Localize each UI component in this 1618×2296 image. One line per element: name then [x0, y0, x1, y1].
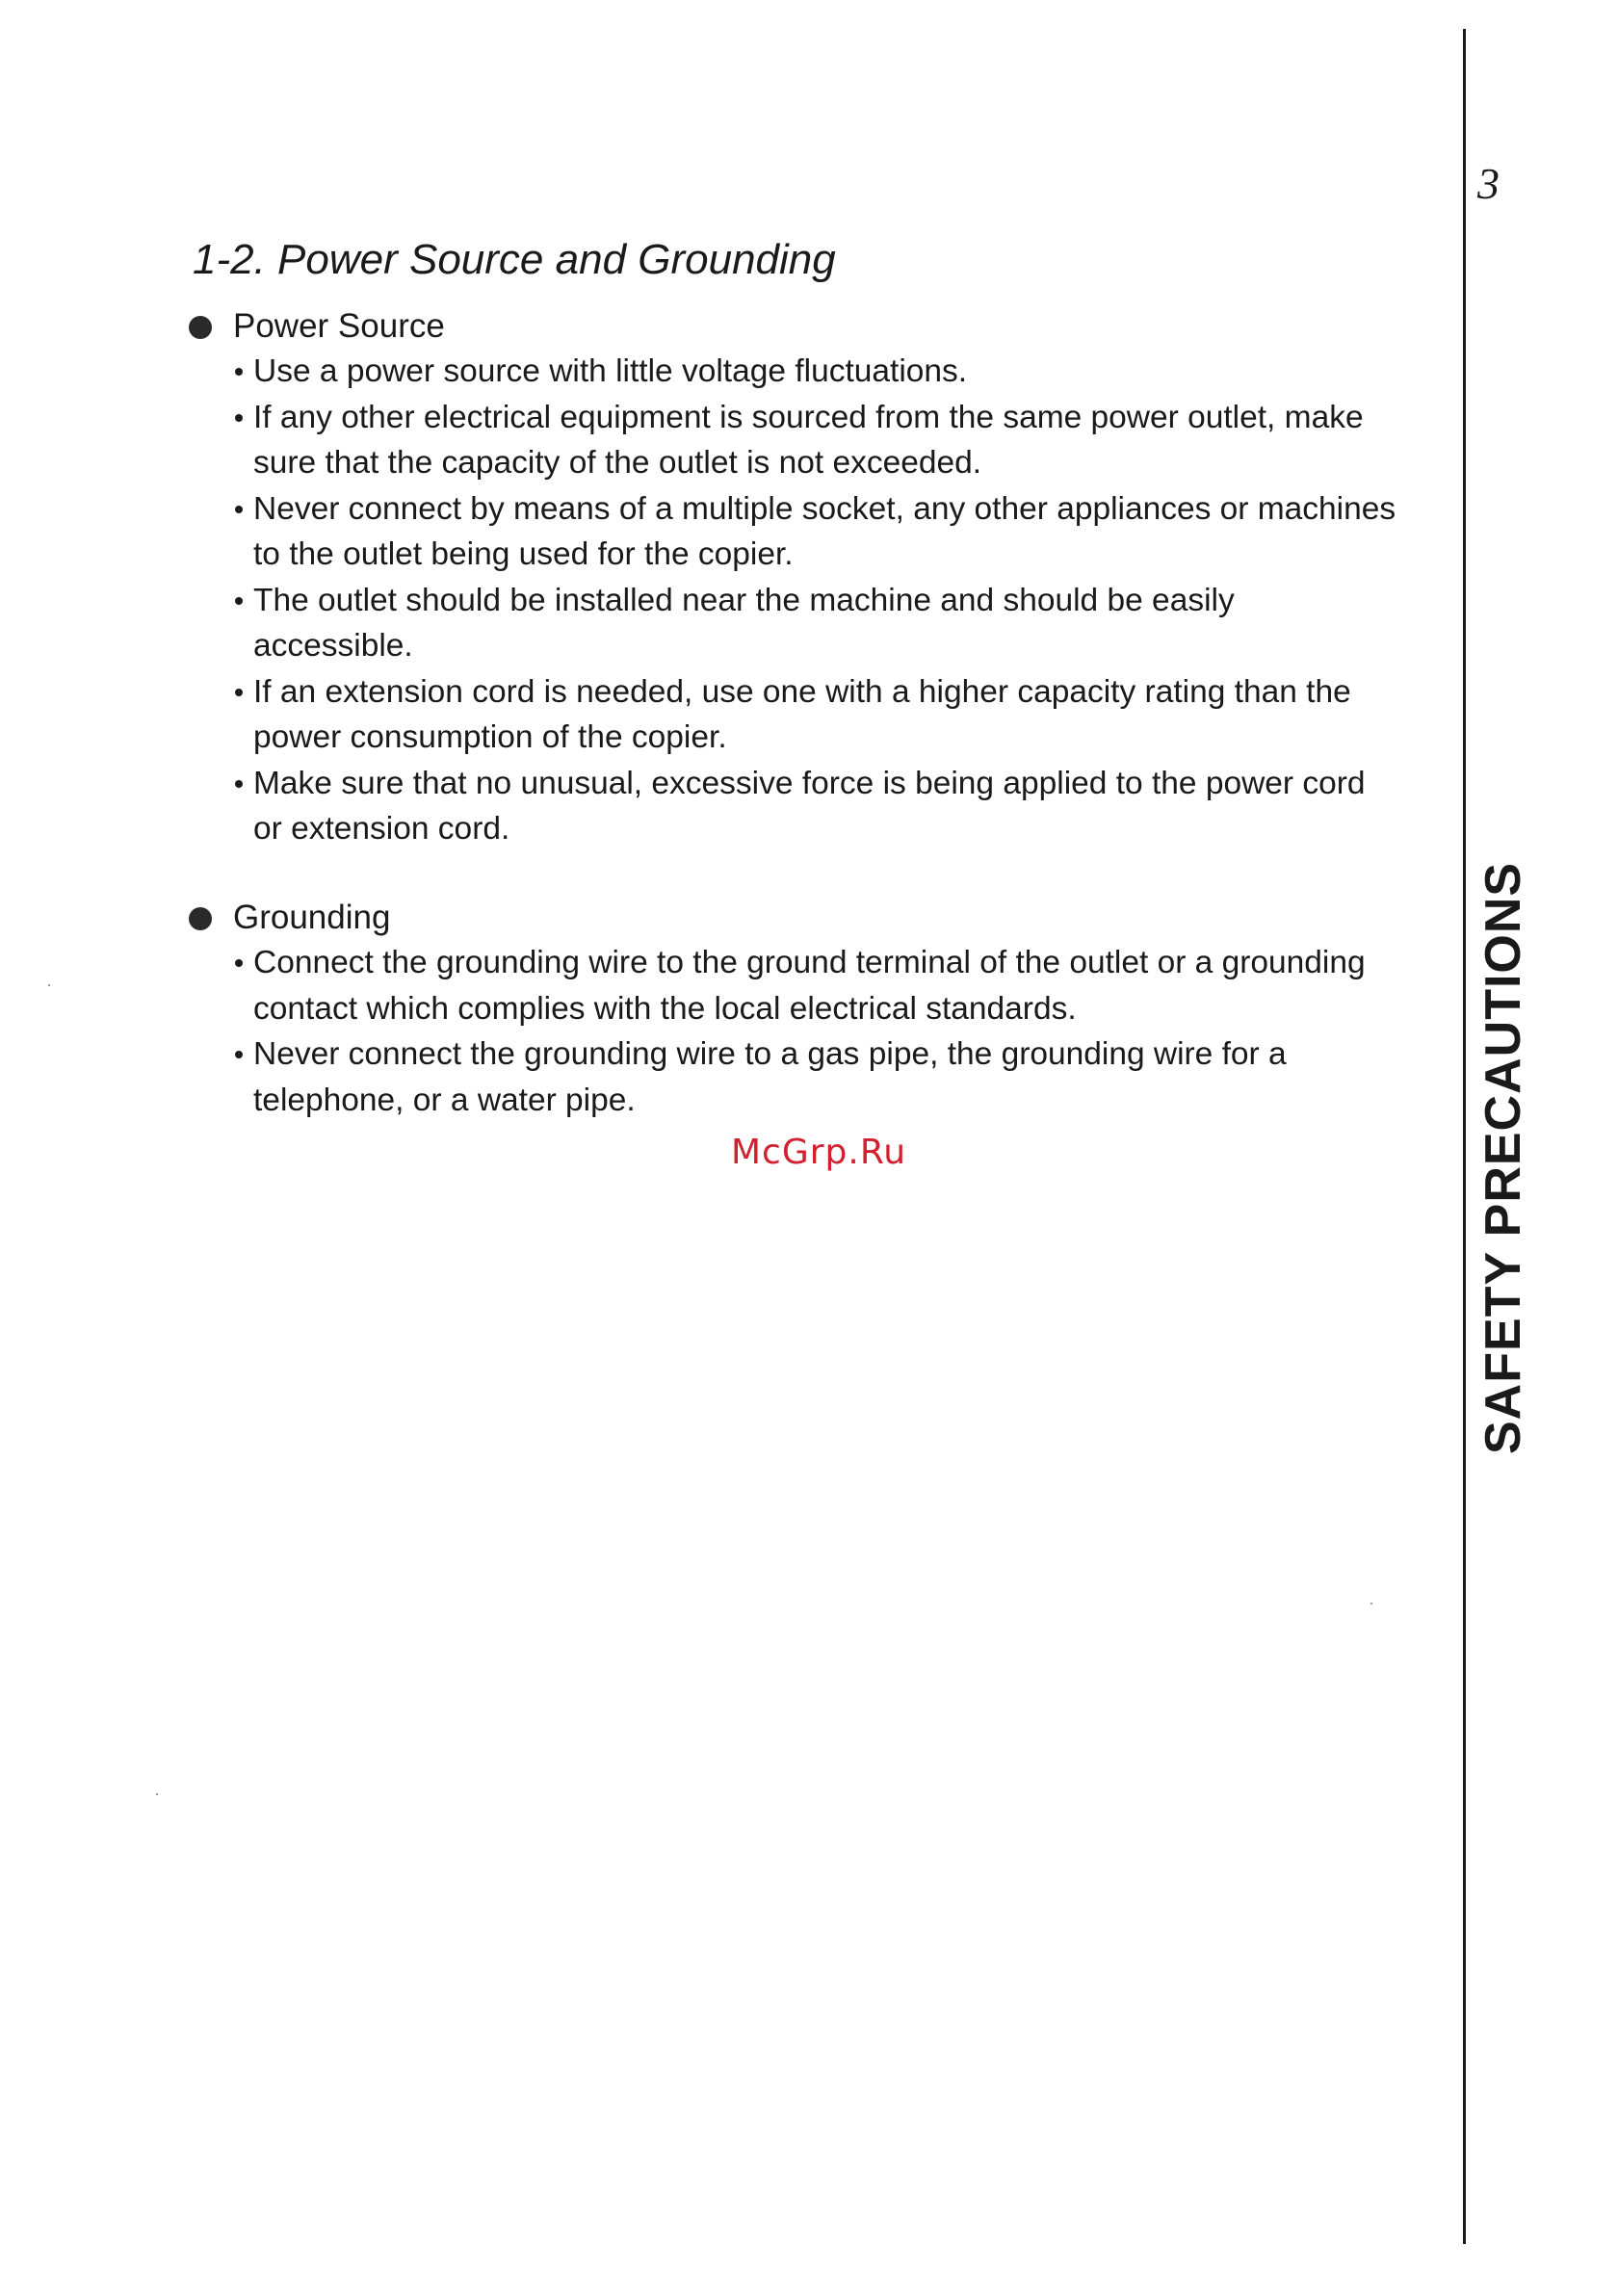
list-item-text: If an extension cord is needed, use one with a higher capacity rating than the power consumption of the copier.: [253, 673, 1351, 755]
power-source-list: [189, 349, 1402, 852]
page-number: 3: [1477, 159, 1500, 208]
dot-bullet-icon: [235, 959, 243, 967]
round-bullet-icon: [189, 907, 212, 930]
scan-speck: [48, 984, 50, 986]
dot-bullet-icon: [235, 689, 243, 696]
list-item-text: Connect the grounding wire to the ground terminal of the outlet or a grounding contact which complies with the local electrical standards.: [253, 945, 1366, 1027]
list-item: [235, 349, 1402, 395]
list-item-text: Make sure that no unusual, excessive force is being applied to the power cord or extension cord.: [253, 765, 1366, 847]
dot-bullet-icon: [235, 506, 243, 513]
group-heading-label: Power Source: [233, 307, 445, 345]
list-item: [235, 395, 1402, 486]
dot-bullet-icon: [235, 597, 243, 605]
list-item-text: Never connect by means of a multiple socket, any other appliances or machines to the outlet being used for the copier.: [253, 490, 1396, 572]
list-item-text: Use a power source with little voltage fluctuations.: [253, 353, 968, 389]
dot-bullet-icon: [235, 1051, 243, 1058]
section-title: 1-2. Power Source and Grounding: [193, 236, 836, 283]
grounding-list: [189, 940, 1402, 1123]
watermark-link[interactable]: McGrp.Ru: [730, 1133, 907, 1172]
group-heading-label: Grounding: [233, 899, 391, 936]
scan-speck: [1370, 1603, 1372, 1605]
power-source-section: [189, 304, 1402, 852]
grounding-section: [189, 896, 1402, 1123]
list-item: [235, 669, 1402, 761]
group-heading: [189, 304, 1402, 349]
round-bullet-icon: [189, 316, 212, 339]
list-item: [235, 761, 1402, 852]
dot-bullet-icon: [235, 414, 243, 422]
dot-bullet-icon: [235, 368, 243, 376]
group-heading: [189, 896, 1402, 940]
list-item: [235, 578, 1402, 669]
list-item: [235, 486, 1402, 578]
dot-bullet-icon: [235, 780, 243, 788]
list-item-text: If any other electrical equipment is sourced from the same power outlet, make sure that the capacity of the outlet is not exceeded.: [253, 399, 1364, 481]
list-item-text: Never connect the grounding wire to a gas pipe, the grounding wire for a telephone, or a water pipe.: [253, 1036, 1287, 1118]
side-tab-label: SAFETY PRECAUTIONS: [1475, 861, 1531, 1454]
list-item: [235, 1031, 1402, 1123]
scan-speck: [156, 1793, 158, 1795]
list-item: [235, 940, 1402, 1031]
list-item-text: The outlet should be installed near the machine and should be easily accessible.: [253, 582, 1235, 664]
